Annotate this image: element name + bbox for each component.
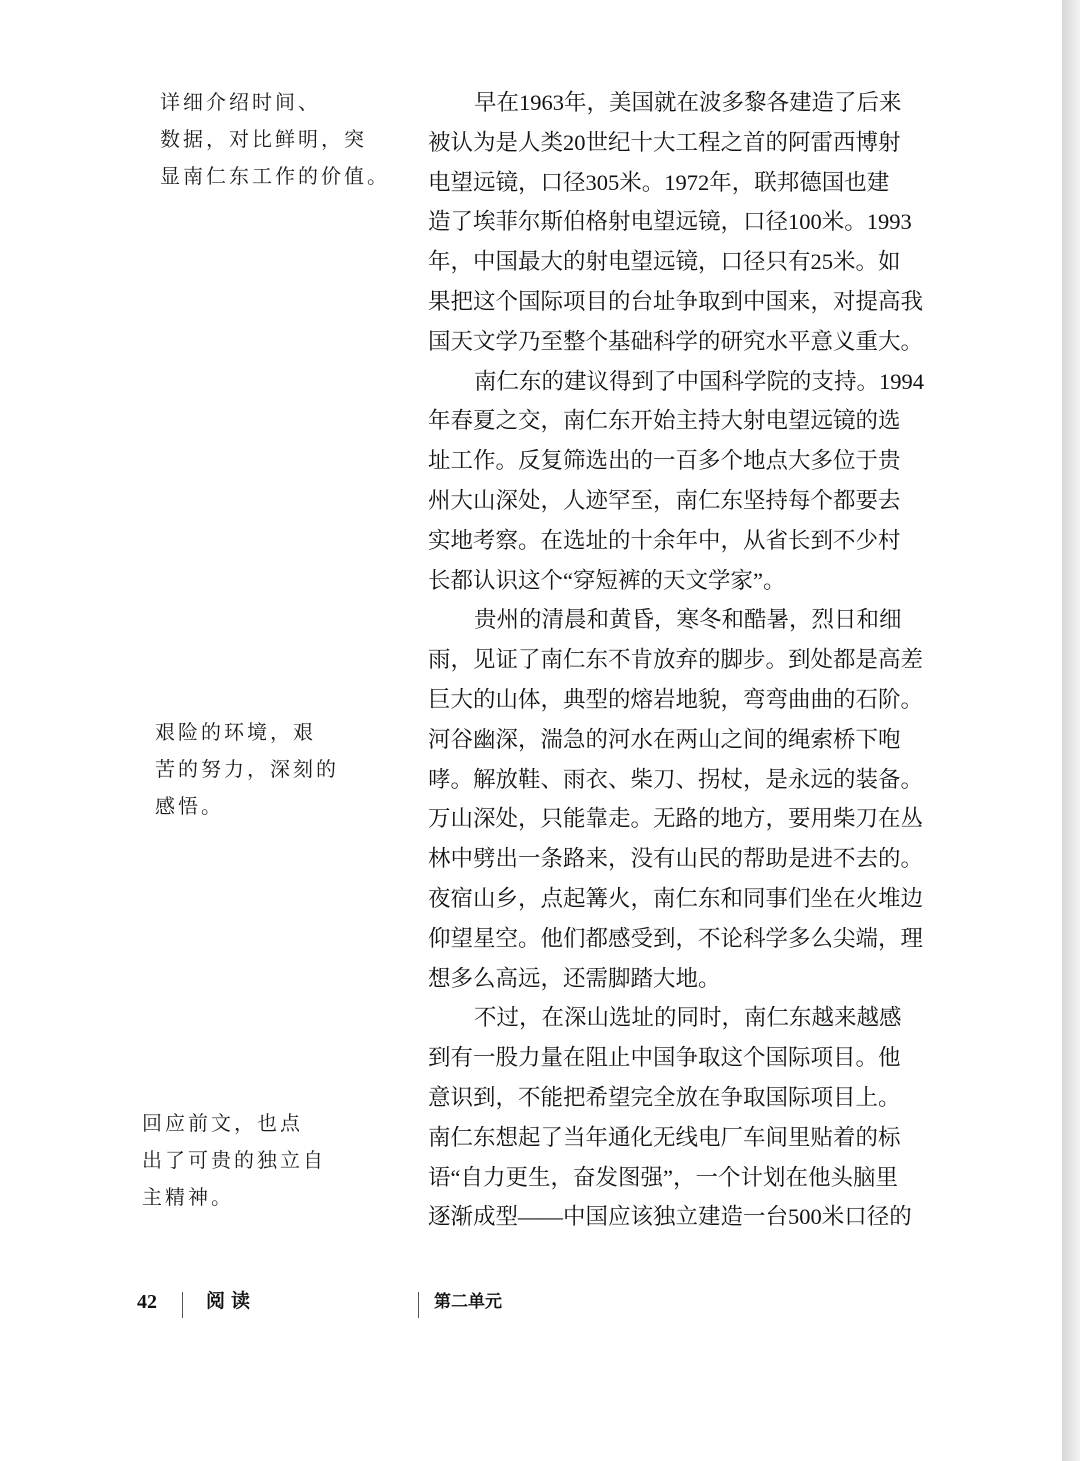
- text-line: 果把这个国际项目的台址争取到中国来，对提高我: [428, 288, 924, 314]
- text-line: 哮。解放鞋、雨衣、柴刀、拐杖，是永远的装备。: [428, 766, 924, 792]
- text-line: 南仁东的建议得到了中国科学院的支持。1994: [474, 368, 925, 394]
- annotation-line: 感悟。: [155, 794, 224, 818]
- footer-divider: [418, 1292, 419, 1318]
- annotation-line: 出了可贵的独立自: [142, 1148, 326, 1172]
- text-line: 被认为是人类20世纪十大工程之首的阿雷西博射: [428, 129, 901, 155]
- text-line: 州大山深处，人迹罕至，南仁东坚持每个都要去: [428, 487, 901, 513]
- text-line: 不过，在深山选址的同时，南仁东越来越感: [474, 1005, 902, 1031]
- margin-annotation: [155, 714, 375, 825]
- text-line: 造了埃菲尔斯伯格射电望远镜，口径100米。1993: [428, 209, 912, 235]
- text-line: 早在1963年，美国就在波多黎各建造了后来: [474, 90, 902, 115]
- text-line: 夜宿山乡，点起篝火，南仁东和同事们坐在火堆边: [428, 885, 924, 911]
- annotation-line: 回应前文，也点: [142, 1111, 303, 1135]
- text-line: 年春夏之交，南仁东开始主持大射电望远镜的选: [428, 408, 901, 434]
- text-line: 贵州的清晨和黄昏，寒冬和酷暑，烈日和细: [474, 607, 902, 633]
- text-line: 南仁东想起了当年通化无线电厂车间里贴着的标: [428, 1124, 901, 1150]
- text-line: 电望远镜，口径305米。1972年，联邦德国也建: [428, 169, 890, 195]
- annotation-line: 主精神。: [142, 1185, 234, 1209]
- text-line: 万山深处，只能靠走。无路的地方，要用柴刀在丛: [428, 806, 924, 832]
- margin-annotation: [160, 84, 390, 195]
- annotation-line: 苦的努力，深刻的: [155, 757, 339, 781]
- annotation-line: 详细介绍时间、: [160, 90, 321, 114]
- text-line: 国天文学乃至整个基础科学的研究水平意义重大。: [428, 328, 924, 354]
- footer-unit-title: 第二单元: [434, 1292, 502, 1311]
- annotation-line: 艰险的环境，艰: [155, 720, 316, 744]
- text-line: 林中劈出一条路来，没有山民的帮助是进不去的。: [428, 846, 924, 872]
- text-line: 仰望星空。他们都感受到，不论科学多么尖端，理: [428, 925, 924, 951]
- text-line: 到有一股力量在阻止中国争取这个国际项目。他: [428, 1045, 901, 1071]
- text-line: 意识到，不能把希望完全放在争取国际项目上。: [428, 1084, 901, 1110]
- text-line: 河谷幽深，湍急的河水在两山之间的绳索桥下咆: [428, 726, 901, 752]
- text-line: 年，中国最大的射电望远镜，口径只有25米。如: [428, 249, 901, 275]
- footer-section-title: 阅读: [206, 1291, 257, 1312]
- text-line: 语“自力更生，奋发图强”，一个计划在他头脑里: [428, 1164, 898, 1190]
- text-line: 巨大的山体，典型的熔岩地貌，弯弯曲曲的石阶。: [428, 686, 924, 712]
- text-line: 雨，见证了南仁东不肯放弃的脚步。到处都是高差: [428, 647, 924, 673]
- annotation-line: 数据，对比鲜明，突: [160, 127, 367, 151]
- text-line: 实地考察。在选址的十余年中，从省长到不少村: [428, 527, 901, 553]
- margin-annotation: [142, 1105, 367, 1216]
- page-number: 42: [137, 1291, 157, 1313]
- article-body: [428, 83, 928, 1237]
- footer-divider: [182, 1292, 183, 1318]
- page-edge-shadow: [1062, 0, 1080, 1461]
- text-line: 址工作。反复筛选出的一百多个地点大多位于贵: [428, 448, 901, 474]
- text-line: 逐渐成型——中国应该独立建造一台500米口径的: [428, 1204, 912, 1230]
- text-line: 想多么高远，还需脚踏大地。: [428, 965, 721, 991]
- text-line: 长都认识这个“穿短裤的天文学家”。: [428, 567, 786, 593]
- annotation-line: 显南仁东工作的价值。: [160, 164, 390, 188]
